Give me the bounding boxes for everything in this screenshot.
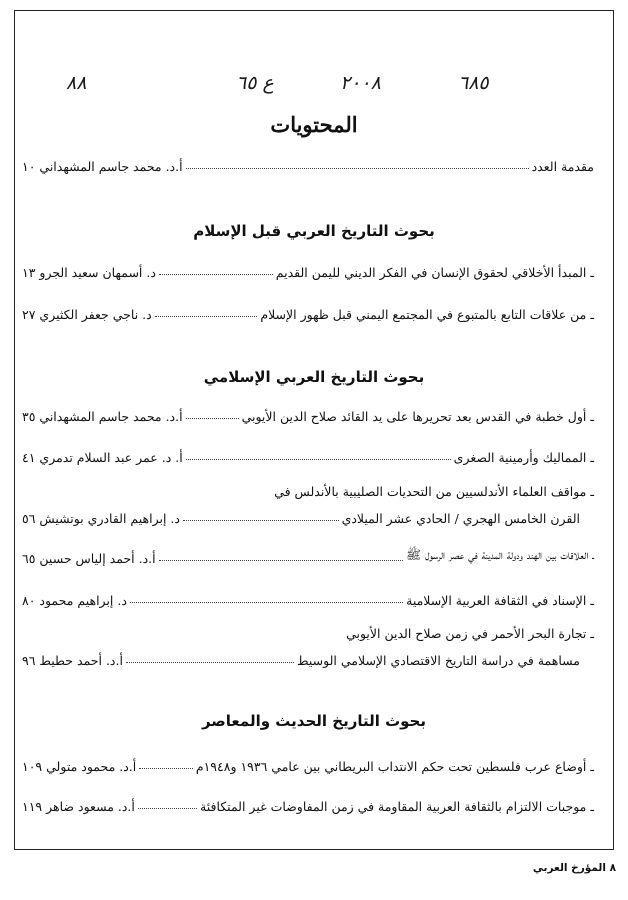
dot-leader: [130, 602, 403, 603]
entry-title-line1: ـ مواقف العلماء الأندلسيين من التحديات الصليبية بالأندلس في: [274, 484, 594, 499]
dot-leader: [186, 418, 239, 419]
entry-title: القرن الخامس الهجري / الحادي عشر الميلادي: [341, 511, 580, 526]
dot-leader: [126, 662, 294, 663]
entry-title: ـ المماليك وأرمينية الصغرى: [453, 450, 594, 465]
entry-author: د. إبراهيم محمود ٨٠: [22, 593, 127, 608]
entry-author: أ.د. محمود متولي ١٠٩: [22, 759, 137, 774]
dot-leader: [155, 316, 258, 317]
section-heading-islamic: بحوث التاريخ العربي الإسلامي: [203, 368, 425, 386]
entry-author: أ.د. أحمد إلياس حسين ٦٥: [22, 551, 156, 566]
entry-title: ـ المبدأ الأخلاقي لحقوق الإنسان في الفكر الديني لليمن القديم: [275, 265, 594, 280]
entry-title: ـ الإسناد في الثقافة العربية الإسلامية: [406, 593, 594, 608]
entry-title: ـ موجبات الالتزام بالثقافة العربية المقاومة في زمن المفاوضات غير المتكافئة: [200, 799, 594, 814]
toc-entry: [22, 300, 594, 322]
page-footer: ٨ المؤرخ العربي: [532, 862, 616, 874]
dot-leader: [159, 560, 403, 561]
entry-author: أ.د. محمد جاسم المشهداني ١٠: [22, 159, 183, 174]
dot-leader: [139, 768, 193, 769]
handwritten-issue: ع ٦٥: [236, 72, 274, 94]
toc-entry: [22, 752, 594, 774]
dot-leader: [138, 808, 197, 809]
entry-title-line1: ـ تجارة البحر الأحمر في زمن صلاح الدين الأيوبي: [346, 626, 594, 641]
dot-leader: [159, 274, 273, 275]
entry-title: ـ من علاقات التابع بالمتبوع في المجتمع اليمني قبل ظهور الإسلام: [260, 307, 594, 322]
toc-entry: [22, 504, 594, 526]
entry-author: أ. د. عمر عبد السلام تدمري ٤١: [22, 450, 183, 465]
entry-title: مساهمة في دراسة التاريخ الاقتصادي الإسلامي الوسيط: [297, 653, 580, 668]
section-heading-modern: بحوث التاريخ الحديث والمعاصر: [201, 712, 427, 730]
toc-entry-intro: [22, 152, 594, 174]
handwritten-number-1: ٦٨٥: [458, 72, 489, 94]
toc-entry: [22, 443, 594, 465]
entry-title: ـ أول خطبة في القدس بعد تحريرها على يد القائد صلاح الدين الأيوبي: [241, 409, 594, 424]
entry-author: د. إبراهيم القادري بوتشيش ٥٦: [22, 511, 180, 526]
toc-entry: [22, 402, 594, 424]
toc-entry: [22, 544, 594, 566]
page-title: المحتويات: [270, 112, 358, 137]
toc-entry: [22, 258, 594, 280]
entry-author: أ.د. أحمد حطيط ٩٦: [22, 653, 123, 668]
handwritten-number-2: ٨٨: [66, 72, 87, 94]
entry-author: أ.د. مسعود ضاهر ١١٩: [22, 799, 135, 814]
entry-title: ـ أوضاع عرب فلسطين تحت حكم الانتداب البريطاني بين عامي ١٩٣٦ و١٩٤٨م: [195, 759, 594, 774]
dot-leader: [183, 520, 339, 521]
entry-author: أ.د. محمد جاسم المشهداني ٣٥: [22, 409, 183, 424]
toc-entry: [22, 792, 594, 814]
handwritten-year: ٢٠٠٨: [340, 72, 381, 94]
section-heading-pre-islam: بحوث التاريخ العربي قبل الإسلام: [193, 222, 435, 240]
dot-leader: [186, 168, 529, 169]
toc-entry: [22, 646, 594, 668]
dot-leader: [186, 459, 451, 460]
entry-title: ـ العلاقات بين الهند ودولة المدينة في عصر الرسول ﷺ: [406, 547, 594, 562]
entry-author: د. ناجي جعفر الكثيري ٢٧: [22, 307, 152, 322]
entry-author: د. أسمهان سعيد الجرو ١٣: [22, 265, 156, 280]
toc-entry: [22, 586, 594, 608]
entry-title: مقدمة العدد: [531, 159, 594, 174]
